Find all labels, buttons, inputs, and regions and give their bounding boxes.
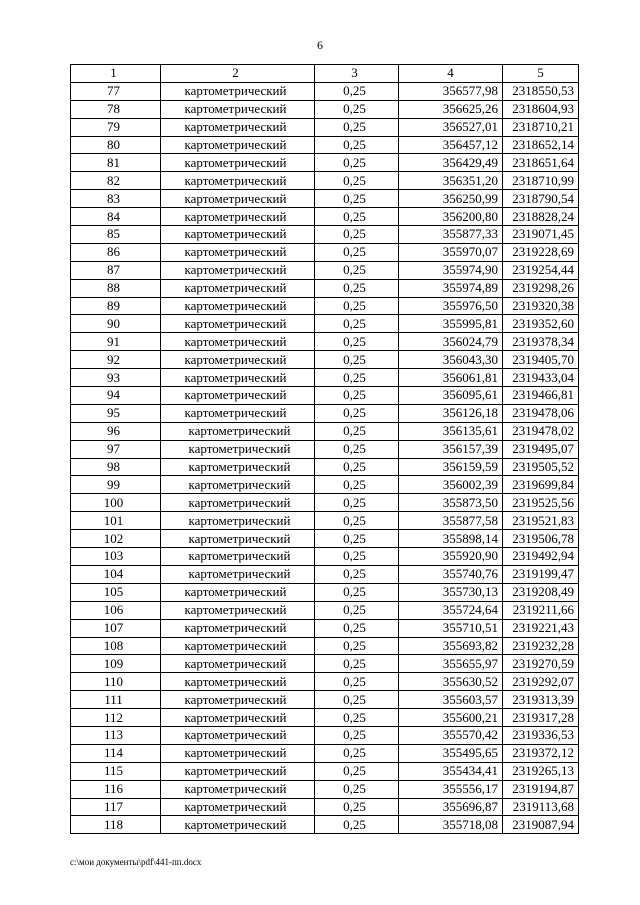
- accuracy-cell: 0,25: [315, 315, 399, 333]
- point-number-cell: 85: [71, 226, 161, 244]
- column-header-5: 5: [503, 65, 579, 83]
- x-coordinate-cell: 356457,12: [399, 136, 503, 154]
- table-row: [71, 369, 579, 387]
- table-row: [71, 458, 579, 476]
- file-path-footer: c:\мои документы\pdf\441-пп.docx: [70, 857, 202, 867]
- point-number-cell: 115: [71, 762, 161, 780]
- table-row: [71, 726, 579, 744]
- table-row: [71, 118, 579, 136]
- y-coordinate-cell: 2319221,43: [503, 619, 579, 637]
- point-number-cell: 89: [71, 297, 161, 315]
- point-number-cell: 108: [71, 637, 161, 655]
- y-coordinate-cell: 2319194,87: [503, 780, 579, 798]
- method-cell: картометрический: [161, 709, 315, 727]
- method-cell: картометрический: [161, 762, 315, 780]
- accuracy-cell: 0,25: [315, 226, 399, 244]
- table-row: [71, 190, 579, 208]
- table-row: [71, 297, 579, 315]
- method-cell: картометрический: [161, 190, 315, 208]
- accuracy-cell: 0,25: [315, 655, 399, 673]
- accuracy-cell: 0,25: [315, 172, 399, 190]
- point-number-cell: 105: [71, 583, 161, 601]
- column-header-3: 3: [315, 65, 399, 83]
- accuracy-cell: 0,25: [315, 780, 399, 798]
- y-coordinate-cell: 2319699,84: [503, 476, 579, 494]
- method-cell: картометрический: [161, 404, 315, 422]
- method-cell: картометрический: [161, 351, 315, 369]
- y-coordinate-cell: 2319506,78: [503, 530, 579, 548]
- point-number-cell: 82: [71, 172, 161, 190]
- accuracy-cell: 0,25: [315, 512, 399, 530]
- table-row: [71, 655, 579, 673]
- accuracy-cell: 0,25: [315, 279, 399, 297]
- accuracy-cell: 0,25: [315, 601, 399, 619]
- accuracy-cell: 0,25: [315, 387, 399, 405]
- table-row: [71, 387, 579, 405]
- x-coordinate-cell: 355873,50: [399, 494, 503, 512]
- method-cell: картометрический: [161, 136, 315, 154]
- table-header-row: [71, 65, 579, 83]
- x-coordinate-cell: 355693,82: [399, 637, 503, 655]
- method-cell: картометрический: [161, 673, 315, 691]
- table-row: [71, 565, 579, 583]
- table-row: [71, 673, 579, 691]
- accuracy-cell: 0,25: [315, 333, 399, 351]
- accuracy-cell: 0,25: [315, 637, 399, 655]
- method-cell: картометрический: [161, 369, 315, 387]
- accuracy-cell: 0,25: [315, 243, 399, 261]
- accuracy-cell: 0,25: [315, 798, 399, 816]
- accuracy-cell: 0,25: [315, 530, 399, 548]
- accuracy-cell: 0,25: [315, 208, 399, 226]
- method-cell: картометрический: [161, 333, 315, 351]
- x-coordinate-cell: 355655,97: [399, 655, 503, 673]
- column-header-1: 1: [71, 65, 161, 83]
- method-cell: картометрический: [161, 440, 315, 458]
- accuracy-cell: 0,25: [315, 404, 399, 422]
- point-number-cell: 92: [71, 351, 161, 369]
- y-coordinate-cell: 2319113,68: [503, 798, 579, 816]
- y-coordinate-cell: 2319313,39: [503, 691, 579, 709]
- x-coordinate-cell: 355495,65: [399, 744, 503, 762]
- table-row: [71, 548, 579, 566]
- method-cell: картометрический: [161, 422, 315, 440]
- point-number-cell: 83: [71, 190, 161, 208]
- point-number-cell: 86: [71, 243, 161, 261]
- accuracy-cell: 0,25: [315, 744, 399, 762]
- y-coordinate-cell: 2318550,53: [503, 82, 579, 100]
- x-coordinate-cell: 355696,87: [399, 798, 503, 816]
- table-row: [71, 709, 579, 727]
- point-number-cell: 78: [71, 100, 161, 118]
- x-coordinate-cell: 355600,21: [399, 709, 503, 727]
- x-coordinate-cell: 356527,01: [399, 118, 503, 136]
- point-number-cell: 102: [71, 530, 161, 548]
- y-coordinate-cell: 2318604,93: [503, 100, 579, 118]
- accuracy-cell: 0,25: [315, 351, 399, 369]
- accuracy-cell: 0,25: [315, 565, 399, 583]
- table-row: [71, 226, 579, 244]
- x-coordinate-cell: 355898,14: [399, 530, 503, 548]
- y-coordinate-cell: 2319478,06: [503, 404, 579, 422]
- method-cell: картометрический: [161, 780, 315, 798]
- method-cell: картометрический: [161, 172, 315, 190]
- y-coordinate-cell: 2318651,64: [503, 154, 579, 172]
- method-cell: картометрический: [161, 744, 315, 762]
- point-number-cell: 117: [71, 798, 161, 816]
- table-row: [71, 601, 579, 619]
- accuracy-cell: 0,25: [315, 100, 399, 118]
- x-coordinate-cell: 355974,90: [399, 261, 503, 279]
- point-number-cell: 112: [71, 709, 161, 727]
- y-coordinate-cell: 2318828,24: [503, 208, 579, 226]
- point-number-cell: 94: [71, 387, 161, 405]
- accuracy-cell: 0,25: [315, 726, 399, 744]
- accuracy-cell: 0,25: [315, 136, 399, 154]
- y-coordinate-cell: 2319199,47: [503, 565, 579, 583]
- table-row: [71, 583, 579, 601]
- accuracy-cell: 0,25: [315, 494, 399, 512]
- x-coordinate-cell: 355710,51: [399, 619, 503, 637]
- x-coordinate-cell: 356002,39: [399, 476, 503, 494]
- point-number-cell: 95: [71, 404, 161, 422]
- y-coordinate-cell: 2319466,81: [503, 387, 579, 405]
- point-number-cell: 93: [71, 369, 161, 387]
- table-row: [71, 762, 579, 780]
- table-row: [71, 404, 579, 422]
- method-cell: картометрический: [161, 315, 315, 333]
- x-coordinate-cell: 356043,30: [399, 351, 503, 369]
- method-cell: картометрический: [161, 601, 315, 619]
- accuracy-cell: 0,25: [315, 619, 399, 637]
- method-cell: картометрический: [161, 548, 315, 566]
- point-number-cell: 114: [71, 744, 161, 762]
- table-row: [71, 351, 579, 369]
- table-row: [71, 422, 579, 440]
- accuracy-cell: 0,25: [315, 261, 399, 279]
- x-coordinate-cell: 355970,07: [399, 243, 503, 261]
- accuracy-cell: 0,25: [315, 154, 399, 172]
- y-coordinate-cell: 2318710,21: [503, 118, 579, 136]
- table-row: [71, 315, 579, 333]
- y-coordinate-cell: 2319298,26: [503, 279, 579, 297]
- coordinates-table: [70, 64, 579, 834]
- y-coordinate-cell: 2319208,49: [503, 583, 579, 601]
- table-row: [71, 780, 579, 798]
- method-cell: картометрический: [161, 458, 315, 476]
- accuracy-cell: 0,25: [315, 762, 399, 780]
- point-number-cell: 107: [71, 619, 161, 637]
- accuracy-cell: 0,25: [315, 369, 399, 387]
- accuracy-cell: 0,25: [315, 816, 399, 834]
- method-cell: картометрический: [161, 208, 315, 226]
- point-number-cell: 101: [71, 512, 161, 530]
- method-cell: картометрический: [161, 655, 315, 673]
- accuracy-cell: 0,25: [315, 709, 399, 727]
- x-coordinate-cell: 356577,98: [399, 82, 503, 100]
- point-number-cell: 84: [71, 208, 161, 226]
- x-coordinate-cell: 355877,58: [399, 512, 503, 530]
- y-coordinate-cell: 2319292,07: [503, 673, 579, 691]
- y-coordinate-cell: 2318652,14: [503, 136, 579, 154]
- table-row: [71, 100, 579, 118]
- accuracy-cell: 0,25: [315, 691, 399, 709]
- accuracy-cell: 0,25: [315, 82, 399, 100]
- point-number-cell: 77: [71, 82, 161, 100]
- point-number-cell: 90: [71, 315, 161, 333]
- table-row: [71, 494, 579, 512]
- method-cell: картометрический: [161, 226, 315, 244]
- method-cell: картометрический: [161, 476, 315, 494]
- table-row: [71, 333, 579, 351]
- method-cell: картометрический: [161, 726, 315, 744]
- table-row: [71, 154, 579, 172]
- method-cell: картометрический: [161, 494, 315, 512]
- accuracy-cell: 0,25: [315, 476, 399, 494]
- x-coordinate-cell: 356625,26: [399, 100, 503, 118]
- x-coordinate-cell: 356095,61: [399, 387, 503, 405]
- point-number-cell: 87: [71, 261, 161, 279]
- method-cell: картометрический: [161, 583, 315, 601]
- method-cell: картометрический: [161, 798, 315, 816]
- method-cell: картометрический: [161, 530, 315, 548]
- x-coordinate-cell: 355718,08: [399, 816, 503, 834]
- point-number-cell: 106: [71, 601, 161, 619]
- point-number-cell: 116: [71, 780, 161, 798]
- table-row: [71, 816, 579, 834]
- y-coordinate-cell: 2319378,34: [503, 333, 579, 351]
- x-coordinate-cell: 355570,42: [399, 726, 503, 744]
- point-number-cell: 99: [71, 476, 161, 494]
- y-coordinate-cell: 2319317,28: [503, 709, 579, 727]
- x-coordinate-cell: 356429,49: [399, 154, 503, 172]
- y-coordinate-cell: 2319495,07: [503, 440, 579, 458]
- y-coordinate-cell: 2319505,52: [503, 458, 579, 476]
- point-number-cell: 79: [71, 118, 161, 136]
- table-row: [71, 261, 579, 279]
- table-row: [71, 279, 579, 297]
- table-row: [71, 691, 579, 709]
- point-number-cell: 98: [71, 458, 161, 476]
- method-cell: картометрический: [161, 387, 315, 405]
- method-cell: картометрический: [161, 261, 315, 279]
- y-coordinate-cell: 2319211,66: [503, 601, 579, 619]
- x-coordinate-cell: 355740,76: [399, 565, 503, 583]
- accuracy-cell: 0,25: [315, 422, 399, 440]
- table-row: [71, 530, 579, 548]
- accuracy-cell: 0,25: [315, 673, 399, 691]
- table-row: [71, 476, 579, 494]
- accuracy-cell: 0,25: [315, 458, 399, 476]
- y-coordinate-cell: 2319492,94: [503, 548, 579, 566]
- accuracy-cell: 0,25: [315, 583, 399, 601]
- point-number-cell: 118: [71, 816, 161, 834]
- method-cell: картометрический: [161, 118, 315, 136]
- method-cell: картометрический: [161, 619, 315, 637]
- accuracy-cell: 0,25: [315, 297, 399, 315]
- accuracy-cell: 0,25: [315, 548, 399, 566]
- method-cell: картометрический: [161, 154, 315, 172]
- method-cell: картометрический: [161, 565, 315, 583]
- method-cell: картометрический: [161, 512, 315, 530]
- point-number-cell: 96: [71, 422, 161, 440]
- method-cell: картометрический: [161, 816, 315, 834]
- method-cell: картометрический: [161, 297, 315, 315]
- x-coordinate-cell: 356024,79: [399, 333, 503, 351]
- point-number-cell: 88: [71, 279, 161, 297]
- y-coordinate-cell: 2319087,94: [503, 816, 579, 834]
- x-coordinate-cell: 355724,64: [399, 601, 503, 619]
- point-number-cell: 103: [71, 548, 161, 566]
- y-coordinate-cell: 2318790,54: [503, 190, 579, 208]
- y-coordinate-cell: 2319254,44: [503, 261, 579, 279]
- accuracy-cell: 0,25: [315, 190, 399, 208]
- x-coordinate-cell: 355630,52: [399, 673, 503, 691]
- table-row: [71, 208, 579, 226]
- table-row: [71, 172, 579, 190]
- table-row: [71, 798, 579, 816]
- x-coordinate-cell: 355877,33: [399, 226, 503, 244]
- y-coordinate-cell: 2318710,99: [503, 172, 579, 190]
- y-coordinate-cell: 2319478,02: [503, 422, 579, 440]
- table-row: [71, 637, 579, 655]
- method-cell: картометрический: [161, 637, 315, 655]
- y-coordinate-cell: 2319270,59: [503, 655, 579, 673]
- point-number-cell: 104: [71, 565, 161, 583]
- point-number-cell: 113: [71, 726, 161, 744]
- x-coordinate-cell: 355603,57: [399, 691, 503, 709]
- y-coordinate-cell: 2319405,70: [503, 351, 579, 369]
- point-number-cell: 109: [71, 655, 161, 673]
- x-coordinate-cell: 355976,50: [399, 297, 503, 315]
- x-coordinate-cell: 356135,61: [399, 422, 503, 440]
- column-header-2: 2: [161, 65, 315, 83]
- point-number-cell: 91: [71, 333, 161, 351]
- y-coordinate-cell: 2319433,04: [503, 369, 579, 387]
- table-row: [71, 744, 579, 762]
- method-cell: картометрический: [161, 100, 315, 118]
- x-coordinate-cell: 356200,80: [399, 208, 503, 226]
- x-coordinate-cell: 356351,20: [399, 172, 503, 190]
- point-number-cell: 110: [71, 673, 161, 691]
- x-coordinate-cell: 355730,13: [399, 583, 503, 601]
- x-coordinate-cell: 356061,81: [399, 369, 503, 387]
- table-row: [71, 512, 579, 530]
- table-row: [71, 243, 579, 261]
- page-number: 6: [317, 38, 323, 52]
- x-coordinate-cell: 355974,89: [399, 279, 503, 297]
- x-coordinate-cell: 355995,81: [399, 315, 503, 333]
- x-coordinate-cell: 355556,17: [399, 780, 503, 798]
- y-coordinate-cell: 2319320,38: [503, 297, 579, 315]
- y-coordinate-cell: 2319372,12: [503, 744, 579, 762]
- table-row: [71, 82, 579, 100]
- point-number-cell: 97: [71, 440, 161, 458]
- y-coordinate-cell: 2319071,45: [503, 226, 579, 244]
- x-coordinate-cell: 356250,99: [399, 190, 503, 208]
- x-coordinate-cell: 356159,59: [399, 458, 503, 476]
- point-number-cell: 111: [71, 691, 161, 709]
- y-coordinate-cell: 2319521,83: [503, 512, 579, 530]
- method-cell: картометрический: [161, 691, 315, 709]
- x-coordinate-cell: 355434,41: [399, 762, 503, 780]
- point-number-cell: 80: [71, 136, 161, 154]
- table-row: [71, 440, 579, 458]
- table-row: [71, 136, 579, 154]
- y-coordinate-cell: 2319336,53: [503, 726, 579, 744]
- y-coordinate-cell: 2319352,60: [503, 315, 579, 333]
- table-row: [71, 619, 579, 637]
- column-header-4: 4: [399, 65, 503, 83]
- x-coordinate-cell: 355920,90: [399, 548, 503, 566]
- accuracy-cell: 0,25: [315, 118, 399, 136]
- accuracy-cell: 0,25: [315, 440, 399, 458]
- x-coordinate-cell: 356157,39: [399, 440, 503, 458]
- y-coordinate-cell: 2319525,56: [503, 494, 579, 512]
- point-number-cell: 81: [71, 154, 161, 172]
- method-cell: картометрический: [161, 243, 315, 261]
- method-cell: картометрический: [161, 279, 315, 297]
- x-coordinate-cell: 356126,18: [399, 404, 503, 422]
- y-coordinate-cell: 2319265,13: [503, 762, 579, 780]
- y-coordinate-cell: 2319228,69: [503, 243, 579, 261]
- method-cell: картометрический: [161, 82, 315, 100]
- y-coordinate-cell: 2319232,28: [503, 637, 579, 655]
- point-number-cell: 100: [71, 494, 161, 512]
